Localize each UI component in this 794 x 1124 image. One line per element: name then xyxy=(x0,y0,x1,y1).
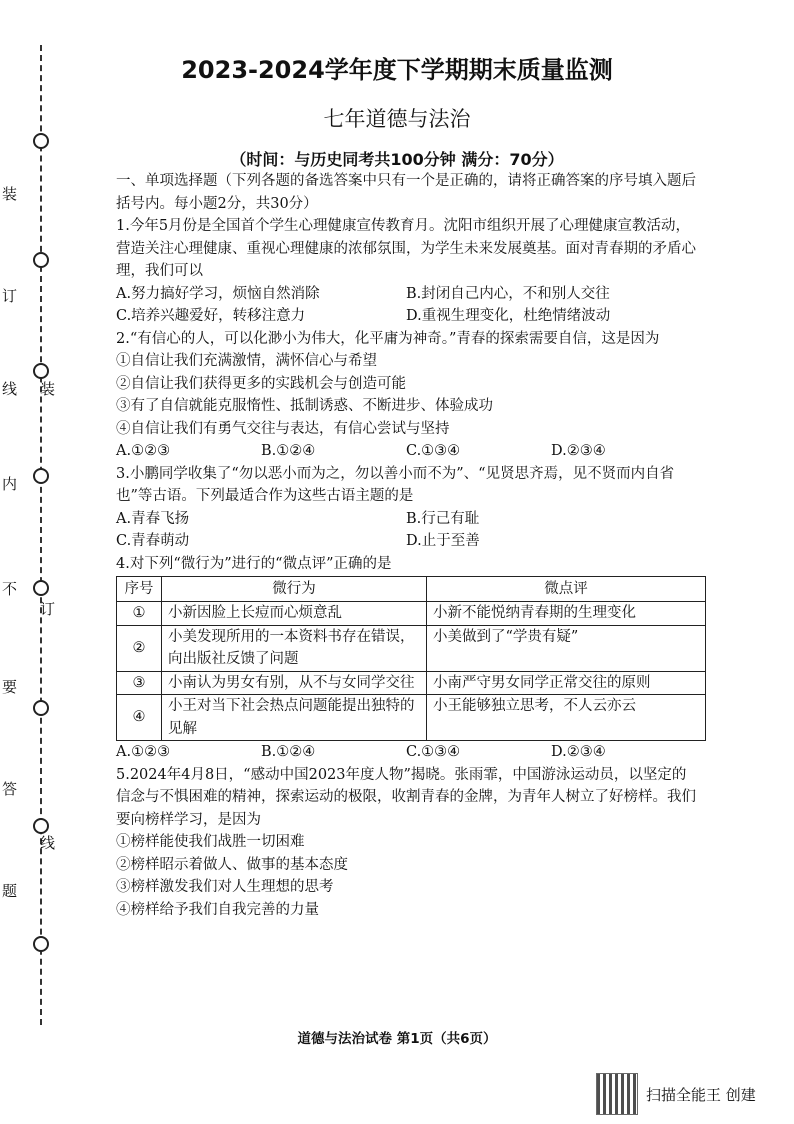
question-1-stem: 1.今年5月份是全国首个学生心理健康宣传教育月。沈阳市组织开展了心理健康宣教活动，营造关注心理健康、重视心理健康的浓郁氛围，为学生未来发展奠基。面对青春期的矛盾心理，我们可以 xyxy=(116,218,696,279)
q5-item: ②榜样昭示着做人、做事的基本态度 xyxy=(116,856,348,873)
row-behavior: 小新因脸上长痘而心烦意乱 xyxy=(162,602,427,626)
margin-char: 内 xyxy=(2,475,18,493)
q2-option-a: A.①②③ xyxy=(116,443,171,459)
scanner-watermark xyxy=(596,1073,756,1115)
q2-item: ④自信让我们有勇气交往与表达，有信心尝试与坚持 xyxy=(116,420,450,437)
q1-option-a: A.努力搞好学习，烦恼自然消除 xyxy=(116,285,320,302)
margin-char: 订 xyxy=(2,287,18,305)
q1-option-c: C.培养兴趣爱好，转移注意力 xyxy=(116,308,306,324)
section-heading: 一、单项选择题（下列各题的备选答案中只有一个是正确的，请将正确答案的序号填入题后括号内。每小题2分，共30分） xyxy=(116,173,696,212)
q1-option-b: B.封闭自己内心，不和别人交往 xyxy=(406,285,610,302)
q4-option-a: A.①②③ xyxy=(116,744,171,760)
question-content xyxy=(116,170,696,921)
q4-table xyxy=(116,576,706,741)
binding-hole xyxy=(33,252,49,268)
row-behavior: 小美发现所用的一本资料书存在错误，向出版社反馈了问题 xyxy=(162,625,427,671)
row-comment: 小美做到了“学贵有疑” xyxy=(427,625,706,671)
q2-item: ①自信让我们充满激情，满怀信心与希望 xyxy=(116,353,377,369)
binding-hole xyxy=(33,700,49,716)
row-number: ③ xyxy=(117,671,162,695)
row-behavior: 小南认为男女有别，从不与女同学交往 xyxy=(162,671,427,695)
row-number: ④ xyxy=(117,695,162,741)
margin-char: 线 xyxy=(2,380,18,398)
question-3-stem: 3.小鹏同学收集了“勿以恶小而为之，勿以善小而不为”、“见贤思齐焉，见不贤而内自省也”等古语。下列最适合作为这些古语主题的是 xyxy=(116,465,675,504)
table-row xyxy=(117,602,706,626)
table-header: 序号 xyxy=(117,577,162,602)
table-row xyxy=(117,695,706,741)
row-behavior: 小王对当下社会热点问题能提出独特的见解 xyxy=(162,695,427,741)
table-header: 微行为 xyxy=(162,577,427,602)
margin-char: 答 xyxy=(2,780,18,798)
q3-option-b: B.行己有耻 xyxy=(406,510,480,527)
row-number: ① xyxy=(117,602,162,626)
q2-option-c: C.①③④ xyxy=(406,443,461,459)
q3-option-a: A.青春飞扬 xyxy=(116,510,190,527)
binding-hole xyxy=(33,936,49,952)
question-5-stem: 5.2024年4月8日，“感动中国2023年度人物”揭晓。张雨霏，中国游泳运动员，以坚定的信念与不惧困难的精神，探索运动的极限，收割青春的金牌，为青年人树立了好榜样。我们要向榜样学习，是因为 xyxy=(116,766,696,828)
margin-inline-char: 订 xyxy=(40,600,56,618)
table-header: 微点评 xyxy=(427,577,706,602)
table-row xyxy=(117,671,706,695)
q5-item: ③榜样激发我们对人生理想的思考 xyxy=(116,879,334,895)
row-comment: 小南严守男女同学正常交往的原则 xyxy=(427,671,706,695)
margin-char: 装 xyxy=(2,185,18,203)
binding-hole xyxy=(33,363,49,379)
margin-char: 要 xyxy=(2,678,18,696)
exam-title: 2023-2024学年度下学期期末质量监测 xyxy=(181,56,613,84)
q3-option-c: C.青春萌动 xyxy=(116,533,190,549)
row-number: ② xyxy=(117,625,162,671)
page-footer: 道德与法治试卷 第1页（共6页） xyxy=(297,1031,497,1047)
margin-inline-char: 装 xyxy=(40,380,56,398)
binding-hole xyxy=(33,580,49,596)
binding-hole xyxy=(33,468,49,484)
q2-option-d: D.②③④ xyxy=(551,443,606,459)
margin-inline-char: 线 xyxy=(40,834,56,852)
q2-item: ②自信让我们获得更多的实践机会与创造可能 xyxy=(116,375,406,392)
qr-code-icon xyxy=(596,1073,638,1115)
binding-line xyxy=(40,45,42,1025)
q5-item: ④榜样给予我们自我完善的力量 xyxy=(116,901,319,918)
q2-option-b: B.①②④ xyxy=(261,443,316,459)
question-2-stem: 2.“有信心的人，可以化渺小为伟大，化平庸为神奇。”青春的探索需要自信，这是因为 xyxy=(116,330,660,347)
q4-option-d: D.②③④ xyxy=(551,744,606,760)
q3-option-d: D.止于至善 xyxy=(406,533,480,549)
table-row xyxy=(117,625,706,671)
q4-option-b: B.①②④ xyxy=(261,744,316,760)
margin-char: 不 xyxy=(2,580,18,598)
q2-item: ③有了自信就能克服惰性、抵制诱惑、不断进步、体验成功 xyxy=(116,398,493,414)
question-4-stem: 4.对下列“微行为”进行的“微点评”正确的是 xyxy=(116,555,392,572)
margin-char: 题 xyxy=(2,882,18,900)
time-info: （时间：与历史同考共100分钟 满分：70分） xyxy=(230,150,564,169)
row-comment: 小王能够独立思考，不人云亦云 xyxy=(427,695,706,741)
exam-subject: 七年道德与法治 xyxy=(323,107,471,131)
q4-option-c: C.①③④ xyxy=(406,744,461,760)
q1-option-d: D.重视生理变化，杜绝情绪波动 xyxy=(406,308,611,324)
watermark-text: 扫描全能王 创建 xyxy=(646,1085,756,1104)
q5-item: ①榜样能使我们战胜一切困难 xyxy=(116,834,305,850)
row-comment: 小新不能悦纳青春期的生理变化 xyxy=(427,602,706,626)
